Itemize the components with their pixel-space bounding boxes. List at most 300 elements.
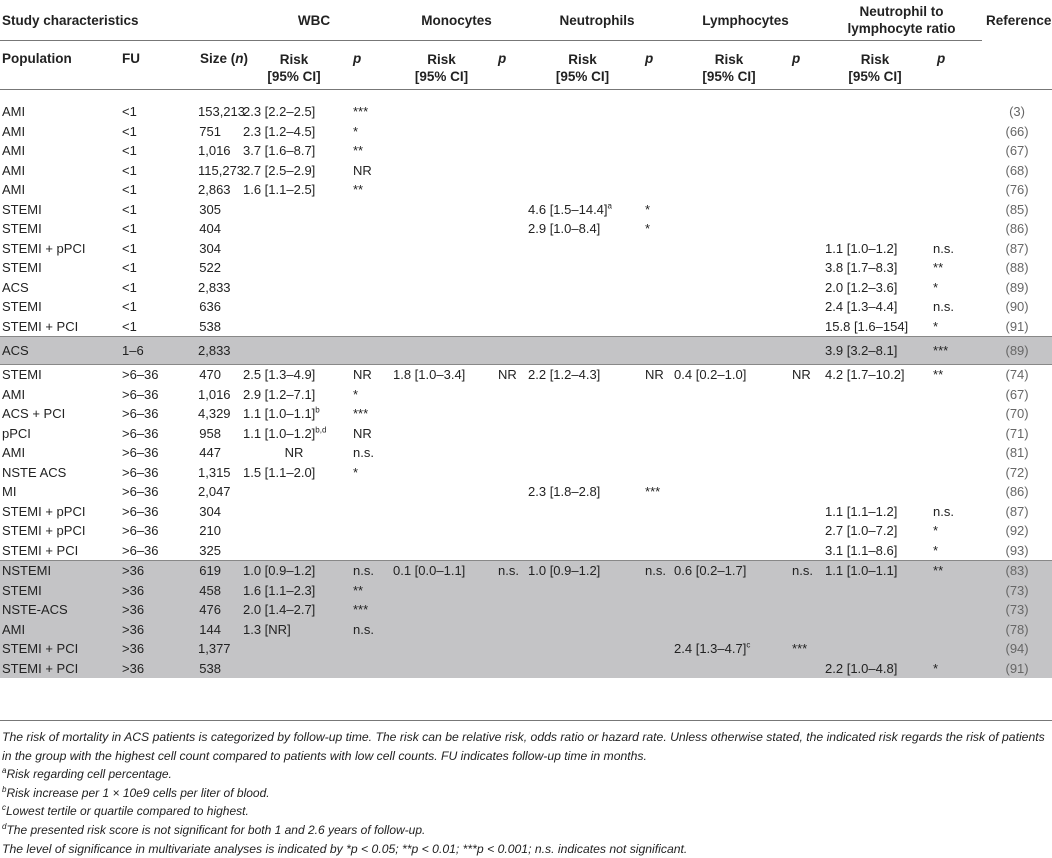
cell-size: 144	[198, 620, 239, 640]
footnote-a: $^a$Risk regarding cell percentage.	[2, 766, 172, 782]
cell-mono-p	[494, 541, 524, 561]
table-row	[0, 581, 1052, 601]
cell-fu: >36	[118, 639, 198, 659]
cell-lymph-risk	[670, 278, 788, 298]
table-row	[0, 239, 1052, 259]
cell-neut-risk	[524, 463, 641, 483]
table-row	[0, 161, 1052, 181]
cell-mono-p	[494, 521, 524, 541]
cell-neut-p	[641, 278, 670, 298]
cell-neut-risk	[524, 337, 641, 365]
cell-size: 2,047	[198, 484, 231, 500]
cell-mono-risk	[389, 482, 494, 502]
cell-neut-p	[641, 639, 670, 659]
cell-lymph-risk	[670, 502, 788, 522]
cell-lymph-p: n.s.	[788, 561, 821, 581]
cell-size: 958	[199, 425, 221, 441]
table-row	[0, 297, 1052, 317]
cell-neut-risk	[524, 258, 641, 278]
cell-size: 538	[199, 318, 221, 334]
cell-mono-p	[494, 239, 524, 259]
cell-reference: (3)	[1009, 104, 1025, 120]
cell-neut-risk	[524, 180, 641, 200]
cell-wbc-risk: 1.1 $[1.0-1.1]^b$	[243, 405, 320, 422]
cell-wbc-p	[349, 482, 389, 502]
cell-neut-p	[641, 239, 670, 259]
footnote-d: $^d$The presented risk score is not significant for both 1 and 2.6 years of follow-up.	[2, 821, 426, 837]
cell-lymph-p	[788, 297, 821, 317]
cell-neut-p	[641, 443, 670, 463]
cell-lymph-p	[788, 443, 821, 463]
cell-nlr-p: *	[933, 279, 939, 295]
cell-neut-risk: 4.6 $[1.5-14.4]^a$	[528, 201, 612, 217]
table-row	[0, 639, 1052, 659]
cell-reference: (91)	[982, 659, 1052, 679]
cell-wbc-p	[349, 502, 389, 522]
cell-fu: <1	[122, 260, 137, 276]
cell-reference: (73)	[982, 581, 1052, 601]
cell-fu: <1	[122, 299, 137, 315]
cell-mono-p	[494, 620, 524, 640]
cell-mono-risk	[389, 385, 494, 405]
cell-mono-risk	[389, 502, 494, 522]
cell-mono-p	[494, 337, 524, 365]
cell-nlr-p	[929, 463, 982, 483]
cell-nlr-risk: 15.8 [1.6–154]	[825, 318, 909, 334]
cell-lymph-risk: 0.6 [0.2–1.7]	[670, 561, 788, 581]
cell-neut-risk	[524, 122, 641, 142]
table-row	[0, 659, 1052, 679]
cell-mono-p	[494, 424, 524, 444]
cell-nlr-risk: 4.2 [1.7–10.2]	[825, 367, 905, 383]
cell-lymph-p	[788, 463, 821, 483]
cell-nlr-risk	[821, 443, 929, 463]
cell-mono-p	[494, 297, 524, 317]
cell-population: ACS + PCI	[2, 406, 66, 422]
cell-nlr-p	[929, 443, 982, 463]
cell-nlr-p: n.s.	[933, 503, 954, 519]
cell-lymph-risk	[670, 463, 788, 483]
cell-wbc-p	[349, 239, 389, 259]
cell-mono-risk	[389, 297, 494, 317]
cell-wbc-risk	[239, 659, 349, 679]
table-row	[0, 561, 1052, 581]
table-row	[0, 317, 1052, 337]
cell-nlr-risk	[821, 404, 929, 424]
cell-lymph-risk	[670, 521, 788, 541]
cell-size: 304	[199, 503, 221, 519]
cell-mono-risk	[389, 317, 494, 337]
cell-reference: (93)	[1005, 542, 1029, 558]
cell-wbc-p	[349, 200, 389, 220]
cell-wbc-p: NR	[353, 367, 372, 383]
table-row	[0, 385, 1052, 405]
table-row	[0, 219, 1052, 239]
table-row	[0, 541, 1052, 561]
cell-population: STEMI	[0, 581, 118, 601]
table-row	[0, 600, 1052, 620]
cell-wbc-risk	[239, 239, 349, 259]
cell-nlr-risk: 3.8 [1.7–8.3]	[825, 260, 898, 276]
cell-neut-p	[641, 385, 670, 405]
cell-fu: >6–36	[122, 386, 159, 402]
footnote-marker: a	[607, 201, 612, 211]
table-bottom-rule	[0, 720, 1052, 721]
cell-size: 2,833	[198, 337, 239, 365]
cell-nlr-risk: 2.0 [1.2–3.6]	[825, 279, 898, 295]
cell-lymph-risk	[670, 404, 788, 424]
cell-fu: >6–36	[122, 464, 159, 480]
cell-lymph-risk: 0.4 [0.2–1.0]	[674, 367, 747, 383]
header-size-label: Size (n)	[200, 51, 249, 66]
cell-neut-p: n.s.	[641, 561, 670, 581]
cell-nlr-p	[929, 639, 982, 659]
cell-fu: <1	[122, 123, 137, 139]
cell-nlr-risk	[821, 219, 929, 239]
cell-population: STEMI	[2, 260, 42, 276]
cell-wbc-risk: 3.7 [1.6–8.7]	[243, 143, 316, 159]
cell-wbc-risk	[239, 317, 349, 337]
cell-nlr-risk	[821, 482, 929, 502]
cell-mono-risk	[389, 102, 494, 122]
cell-neut-risk	[524, 424, 641, 444]
cell-wbc-p: **	[353, 143, 364, 159]
cell-size: 538	[198, 659, 239, 679]
cell-neut-risk	[524, 620, 641, 640]
cell-population: STEMI + pPCI	[2, 240, 86, 256]
cell-lymph-p	[788, 385, 821, 405]
cell-neut-risk: 2.2 [1.2–4.3]	[528, 367, 601, 383]
cell-nlr-p: **	[933, 260, 944, 276]
cell-neut-risk	[524, 639, 641, 659]
cell-wbc-risk	[239, 502, 349, 522]
cell-lymph-risk	[670, 385, 788, 405]
cell-nlr-p	[929, 102, 982, 122]
cell-lymph-p	[788, 541, 821, 561]
cell-lymph-p	[788, 200, 821, 220]
table-row	[0, 102, 1052, 122]
table-row	[0, 200, 1052, 220]
cell-lymph-p	[788, 278, 821, 298]
cell-lymph-risk	[670, 541, 788, 561]
cell-lymph-risk	[670, 620, 788, 640]
cell-nlr-risk: 2.2 [1.0–4.8]	[821, 659, 929, 679]
cell-size: 470	[199, 367, 221, 383]
cell-neut-p	[641, 122, 670, 142]
cell-population: NSTE ACS	[2, 464, 67, 480]
cell-neut-p	[641, 297, 670, 317]
cell-reference: (88)	[1005, 260, 1029, 276]
cell-wbc-risk	[239, 278, 349, 298]
cell-size: 1,016	[198, 386, 231, 402]
cell-mono-p	[494, 581, 524, 601]
footnote-b: $^b$Risk increase per 1 × 10e9 cells per liter of blood.	[2, 784, 270, 800]
cell-nlr-risk	[821, 620, 929, 640]
cell-size: 2,833	[198, 279, 231, 295]
cell-neut-p	[641, 424, 670, 444]
cell-neut-p	[641, 141, 670, 161]
cell-mono-risk	[389, 180, 494, 200]
cell-nlr-p	[929, 200, 982, 220]
cell-nlr-p: *	[929, 659, 982, 679]
cell-size: 325	[199, 542, 221, 558]
cell-wbc-p: n.s.	[349, 620, 389, 640]
cell-fu: <1	[122, 221, 137, 237]
header-population: Population	[2, 51, 72, 66]
cell-neut-risk	[524, 502, 641, 522]
cell-mono-risk	[389, 239, 494, 259]
table-row	[0, 620, 1052, 640]
cell-wbc-p: n.s.	[349, 561, 389, 581]
cell-lymph-p: NR	[792, 367, 811, 383]
cell-neut-risk	[524, 659, 641, 679]
cell-nlr-risk: 1.1 [1.0–1.2]	[825, 240, 898, 256]
cell-mono-risk	[389, 521, 494, 541]
cell-mono-p	[494, 180, 524, 200]
cell-wbc-risk	[239, 258, 349, 278]
cell-fu: >36	[118, 581, 198, 601]
header-fu: FU	[122, 51, 140, 66]
table-row	[0, 463, 1052, 483]
cell-nlr-risk	[821, 463, 929, 483]
cell-lymph-risk	[670, 102, 788, 122]
cell-fu: >36	[118, 659, 198, 679]
cell-nlr-p: *	[933, 318, 939, 334]
cell-nlr-p: *	[933, 523, 939, 539]
header-mono-risk: Risk [95% CI]	[414, 52, 469, 84]
cell-fu: >6–36	[122, 484, 159, 500]
table-row	[0, 502, 1052, 522]
cell-lymph-risk	[670, 317, 788, 337]
cell-reference: (94)	[982, 639, 1052, 659]
cell-lymph-p	[788, 102, 821, 122]
cell-fu: <1	[122, 318, 137, 334]
cell-lymph-p	[788, 502, 821, 522]
cell-mono-risk: 1.8 [1.0–3.4]	[393, 367, 466, 383]
cell-neut-p	[641, 502, 670, 522]
header-nlr-p: p	[937, 51, 946, 66]
cell-wbc-p	[349, 337, 389, 365]
cell-neut-risk	[524, 141, 641, 161]
table-row	[0, 141, 1052, 161]
cell-size: 1,315	[198, 464, 231, 480]
cell-wbc-risk: 2.9 [1.2–7.1]	[243, 386, 316, 402]
cell-wbc-risk	[239, 200, 349, 220]
cell-wbc-risk	[239, 639, 349, 659]
cell-lymph-risk	[670, 424, 788, 444]
cell-nlr-p: **	[933, 367, 944, 383]
cell-lymph-p	[788, 141, 821, 161]
cell-lymph-risk	[670, 200, 788, 220]
cell-fu: <1	[122, 162, 137, 178]
cell-wbc-p: *	[353, 386, 359, 402]
cell-wbc-risk: 1.6 [1.1–2.5]	[243, 182, 316, 198]
cell-size: 2,863	[198, 182, 231, 198]
cell-mono-risk	[389, 161, 494, 181]
cell-reference: (67)	[1005, 386, 1029, 402]
cell-fu: <1	[122, 182, 137, 198]
header-lymph-p: p	[792, 51, 801, 66]
cell-mono-risk	[389, 404, 494, 424]
cell-neut-p: *	[645, 201, 651, 217]
cell-mono-p	[494, 219, 524, 239]
cell-lymph-p	[788, 581, 821, 601]
cell-nlr-risk	[821, 180, 929, 200]
cell-fu: >6–36	[122, 542, 159, 558]
cell-lymph-p	[788, 161, 821, 181]
cell-wbc-risk: 1.5 [1.1–2.0]	[243, 464, 316, 480]
cell-neut-p	[641, 463, 670, 483]
cell-neut-p: ***	[645, 484, 661, 500]
cell-lymph-p	[788, 404, 821, 424]
cell-reference: (66)	[1005, 123, 1029, 139]
cell-mono-p	[494, 404, 524, 424]
cell-reference: (86)	[1005, 484, 1029, 500]
cell-reference: (76)	[1005, 182, 1029, 198]
cell-population: STEMI	[2, 221, 42, 237]
cell-mono-p	[494, 161, 524, 181]
cell-nlr-risk: 1.1 [1.0–1.1]	[821, 561, 929, 581]
cell-size: 115,273	[198, 162, 245, 178]
cell-reference: (85)	[1005, 201, 1029, 217]
cell-nlr-p: **	[929, 561, 982, 581]
cell-size: 751	[199, 123, 221, 139]
cell-wbc-p: **	[349, 581, 389, 601]
cell-mono-risk: 0.1 [0.0–1.1]	[389, 561, 494, 581]
cell-population: AMI	[2, 182, 26, 198]
cell-wbc-p	[349, 258, 389, 278]
cell-neut-p: NR	[645, 367, 664, 383]
cell-neut-risk	[524, 600, 641, 620]
cell-wbc-p	[349, 521, 389, 541]
cell-nlr-p	[929, 122, 982, 142]
cell-mono-p	[494, 502, 524, 522]
cell-wbc-risk	[239, 337, 349, 365]
cell-mono-p	[494, 482, 524, 502]
cell-mono-risk	[389, 219, 494, 239]
cell-nlr-risk: 2.7 [1.0–7.2]	[825, 523, 898, 539]
cell-population: AMI	[2, 386, 26, 402]
cell-fu: >36	[118, 600, 198, 620]
cell-wbc-p: NR	[353, 425, 372, 441]
header-study-characteristics: Study characteristics	[0, 0, 239, 41]
cell-mono-p	[494, 258, 524, 278]
table-row	[0, 482, 1052, 502]
cell-reference: (91)	[1005, 318, 1029, 334]
cell-lymph-risk	[670, 258, 788, 278]
cell-population: AMI	[2, 162, 26, 178]
cell-size: 305	[199, 201, 221, 217]
cell-population: STEMI + PCI	[2, 318, 79, 334]
table-row	[0, 122, 1052, 142]
cell-population: STEMI + PCI	[0, 659, 118, 679]
cell-mono-p	[494, 443, 524, 463]
header-row-groups	[0, 0, 1052, 41]
cell-lymph-risk	[670, 600, 788, 620]
cell-population: MI	[2, 484, 17, 500]
cell-mono-risk	[389, 581, 494, 601]
cell-reference: (81)	[1005, 445, 1029, 461]
cell-fu: <1	[122, 240, 137, 256]
cell-wbc-risk: NR	[284, 445, 304, 461]
footnote-marker: b	[315, 405, 320, 415]
cell-lymph-risk	[670, 443, 788, 463]
cell-size: 447	[199, 445, 221, 461]
cell-neut-risk: 2.3 [1.8–2.8]	[528, 484, 601, 500]
cell-population: STEMI + pPCI	[2, 503, 86, 519]
cell-lymph-p	[788, 424, 821, 444]
cell-neut-p: *	[645, 221, 651, 237]
cell-size: 619	[198, 561, 239, 581]
cell-reference: (90)	[1005, 299, 1029, 315]
header-mono-p: p	[498, 51, 507, 66]
cell-population: STEMI	[2, 367, 42, 383]
cell-reference: (73)	[982, 600, 1052, 620]
cell-mono-risk	[389, 122, 494, 142]
cell-mono-risk	[389, 141, 494, 161]
cell-fu: >6–36	[122, 425, 159, 441]
cell-nlr-risk	[821, 122, 929, 142]
cell-population: NSTEMI	[0, 561, 118, 581]
cell-nlr-risk: 3.9 [3.2–8.1]	[821, 337, 929, 365]
cell-neut-risk	[524, 239, 641, 259]
cell-population: ACS	[0, 337, 118, 365]
cell-mono-p	[494, 317, 524, 337]
cell-lymph-risk	[670, 337, 788, 365]
table-row	[0, 404, 1052, 424]
cell-mono-p	[494, 278, 524, 298]
cell-nlr-risk	[821, 600, 929, 620]
cell-nlr-risk	[821, 385, 929, 405]
cell-population: STEMI	[2, 201, 42, 217]
cell-wbc-risk	[239, 482, 349, 502]
header-nlr: Neutrophil to lymphocyte ratio	[821, 0, 982, 41]
cell-nlr-risk	[821, 424, 929, 444]
cell-fu: >6–36	[122, 367, 159, 383]
cell-nlr-p	[929, 600, 982, 620]
cell-mono-p	[494, 659, 524, 679]
cell-wbc-p: ***	[353, 406, 369, 422]
cell-reference: (92)	[1005, 523, 1029, 539]
header-wbc-risk: Risk [95% CI]	[267, 52, 321, 84]
cell-neut-p	[641, 337, 670, 365]
cell-wbc-p: ***	[353, 104, 369, 120]
cell-mono-p	[494, 639, 524, 659]
footnote-marker: c	[746, 640, 751, 650]
cell-population: STEMI + PCI	[2, 542, 79, 558]
cell-neut-risk	[524, 385, 641, 405]
cell-population: STEMI	[2, 299, 42, 315]
cell-neut-risk	[524, 161, 641, 181]
cell-neut-p	[641, 258, 670, 278]
cell-nlr-risk: 1.1 [1.1–1.2]	[825, 503, 898, 519]
cell-lymph-p	[788, 122, 821, 142]
cell-wbc-p: n.s.	[353, 445, 374, 461]
cell-neut-risk	[524, 317, 641, 337]
header-lymph-risk: Risk [95% CI]	[702, 52, 756, 84]
cell-wbc-risk: 2.5 [1.3–4.9]	[243, 367, 316, 383]
cell-mono-risk	[389, 620, 494, 640]
table-row	[0, 278, 1052, 298]
cell-lymph-p	[788, 180, 821, 200]
cell-population: AMI	[2, 445, 26, 461]
cell-nlr-p	[929, 180, 982, 200]
cell-fu: <1	[122, 279, 137, 295]
cell-nlr-p: *	[933, 542, 939, 558]
cell-lymph-risk	[670, 219, 788, 239]
cell-wbc-p	[349, 659, 389, 679]
cell-size: 153,213	[198, 104, 245, 120]
